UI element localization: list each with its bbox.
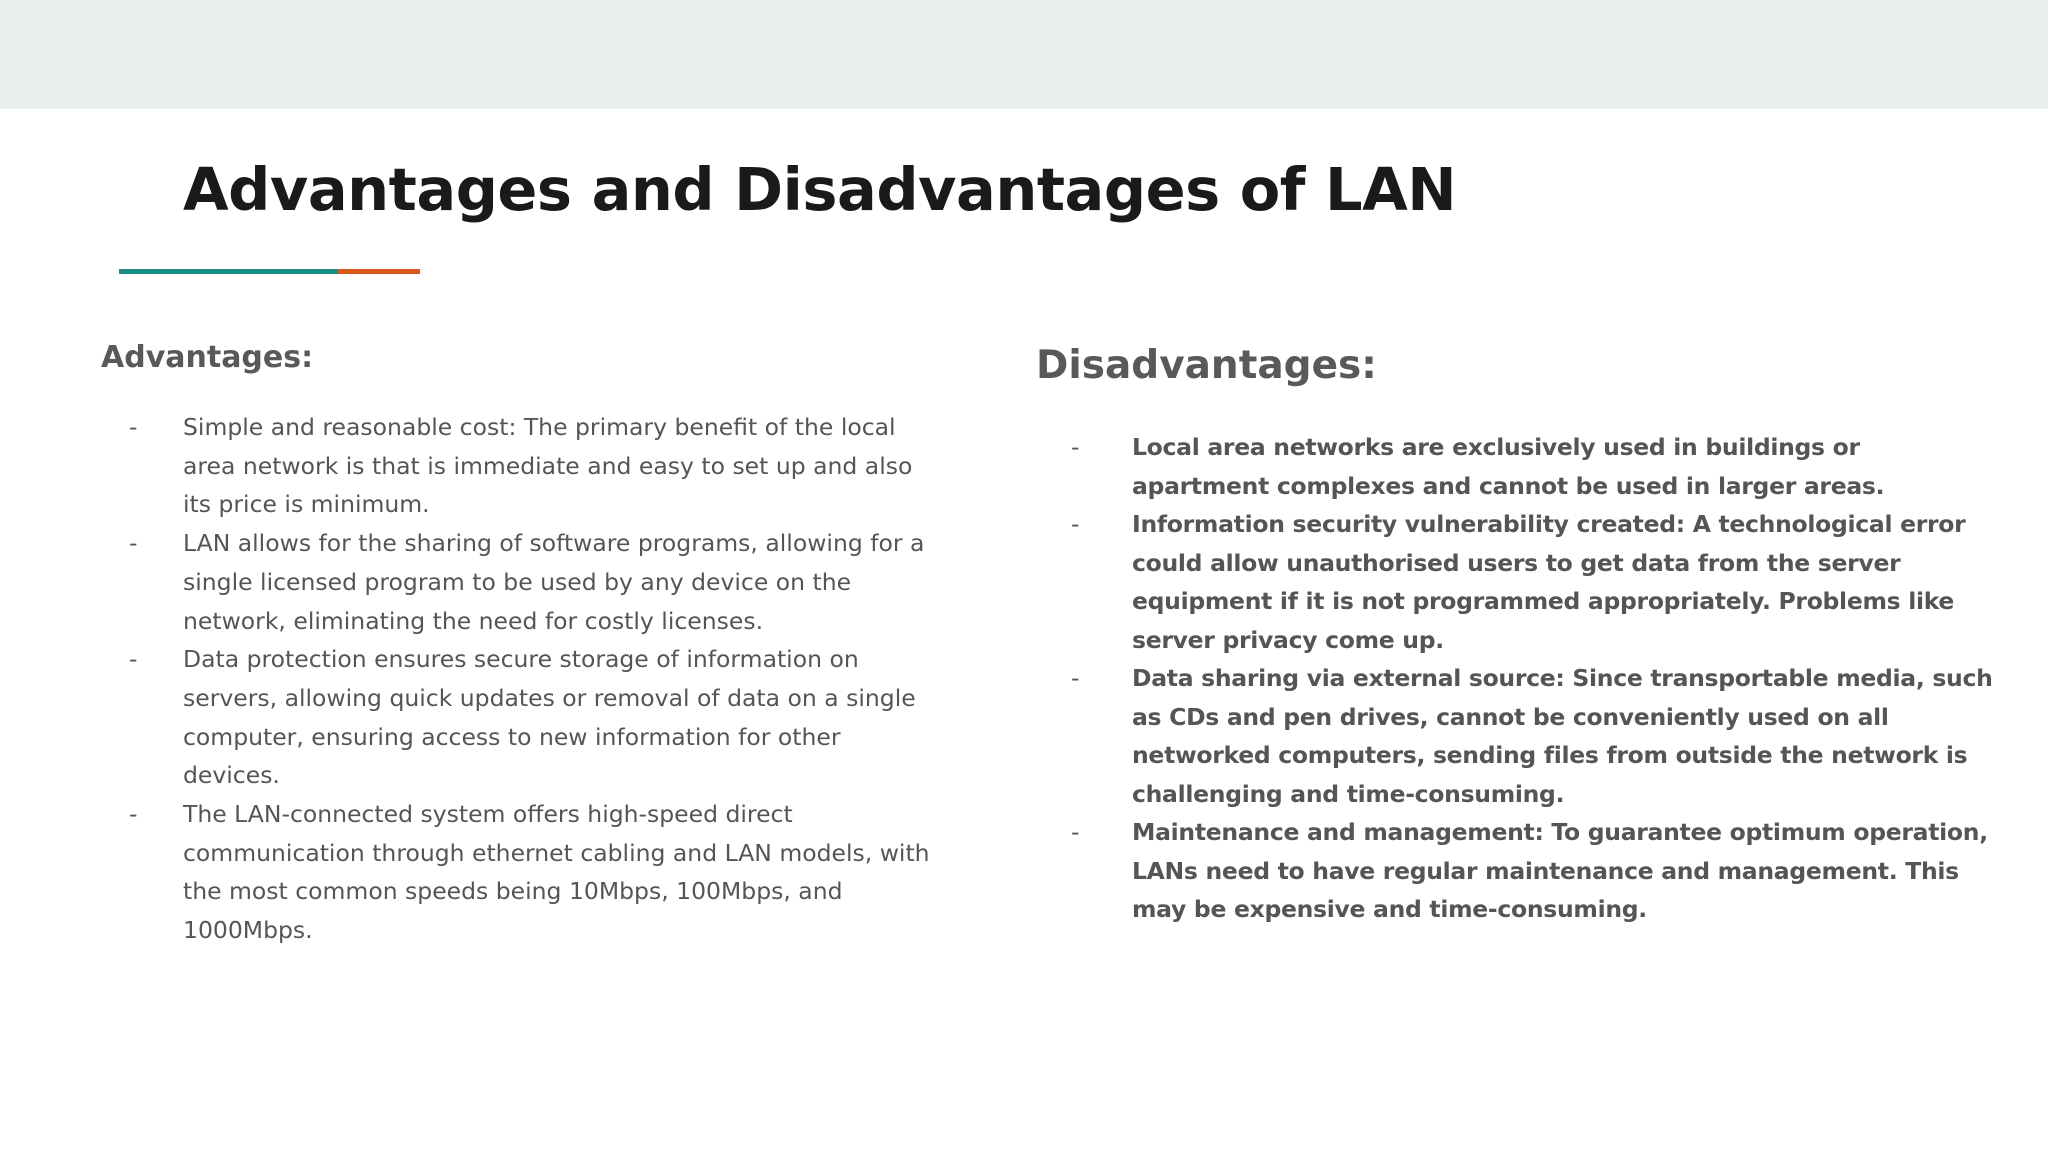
bullet-dash: - [1071,664,1080,692]
advantage-item [101,795,931,950]
advantages-heading: Advantages: [101,340,314,375]
disadvantage-item [1036,428,1996,505]
bullet-dash: - [129,413,138,441]
advantage-item-text: Data protection ensures secure storage of information on servers, allowing quick updates or removal of data on a single computer, ensuring access to new information for other devices. [183,645,916,790]
disadvantages-heading: Disadvantages: [1036,343,1377,388]
disadvantage-item-text: Maintenance and management: To guarantee optimum operation, LANs need to have regular maintenance and management. This may be expensive and time-consuming. [1132,818,1988,923]
bullet-dash: - [1071,510,1080,538]
bullet-dash: - [129,645,138,674]
disadvantage-item-text: Data sharing via external source: Since transportable media, such as CDs and pen drives, cannot be conveniently used on all networked computers, sending files from outside the network is challenging and time-consuming. [1132,664,1993,808]
bullet-dash: - [1071,433,1080,461]
bullet-dash: - [129,529,138,558]
top-header-band [0,0,2048,109]
advantage-item-text: The LAN-connected system offers high-speed direct communication through ethernet cabling and LAN models, with the most common speeds being 10Mbps, 100Mbps, and 1000Mbps. [183,800,930,945]
disadvantages-list [1036,428,1996,929]
advantage-item [101,408,931,524]
title-accent-line-orange [338,269,420,274]
advantage-item-text: LAN allows for the sharing of software programs, allowing for a single licensed program to be used by any device on the network, eliminating the need for costly licenses. [183,529,925,635]
advantages-list [101,408,931,950]
disadvantage-item [1036,505,1996,659]
slide-title: Advantages and Disadvantages of LAN [183,155,1457,224]
disadvantage-item-text: Local area networks are exclusively used in buildings or apartment complexes and cannot be used in larger areas. [1132,433,1885,500]
disadvantage-item [1036,659,1996,813]
bullet-dash: - [129,800,138,829]
bullet-dash: - [1071,818,1080,846]
title-accent-line-teal [119,269,338,274]
disadvantages-column [1036,340,1996,929]
advantages-column [101,335,931,950]
advantage-item [101,640,931,795]
disadvantage-item-text: Information security vulnerability created: A technological error could allow unauthorised users to get data from the server equipment if it is not programmed appropriately. Problems like server privacy come up. [1132,510,1966,654]
disadvantage-item [1036,813,1996,929]
advantage-item-text: Simple and reasonable cost: The primary benefit of the local area network is that is immediate and easy to set up and also its price is minimum. [183,413,913,519]
advantage-item [101,524,931,640]
